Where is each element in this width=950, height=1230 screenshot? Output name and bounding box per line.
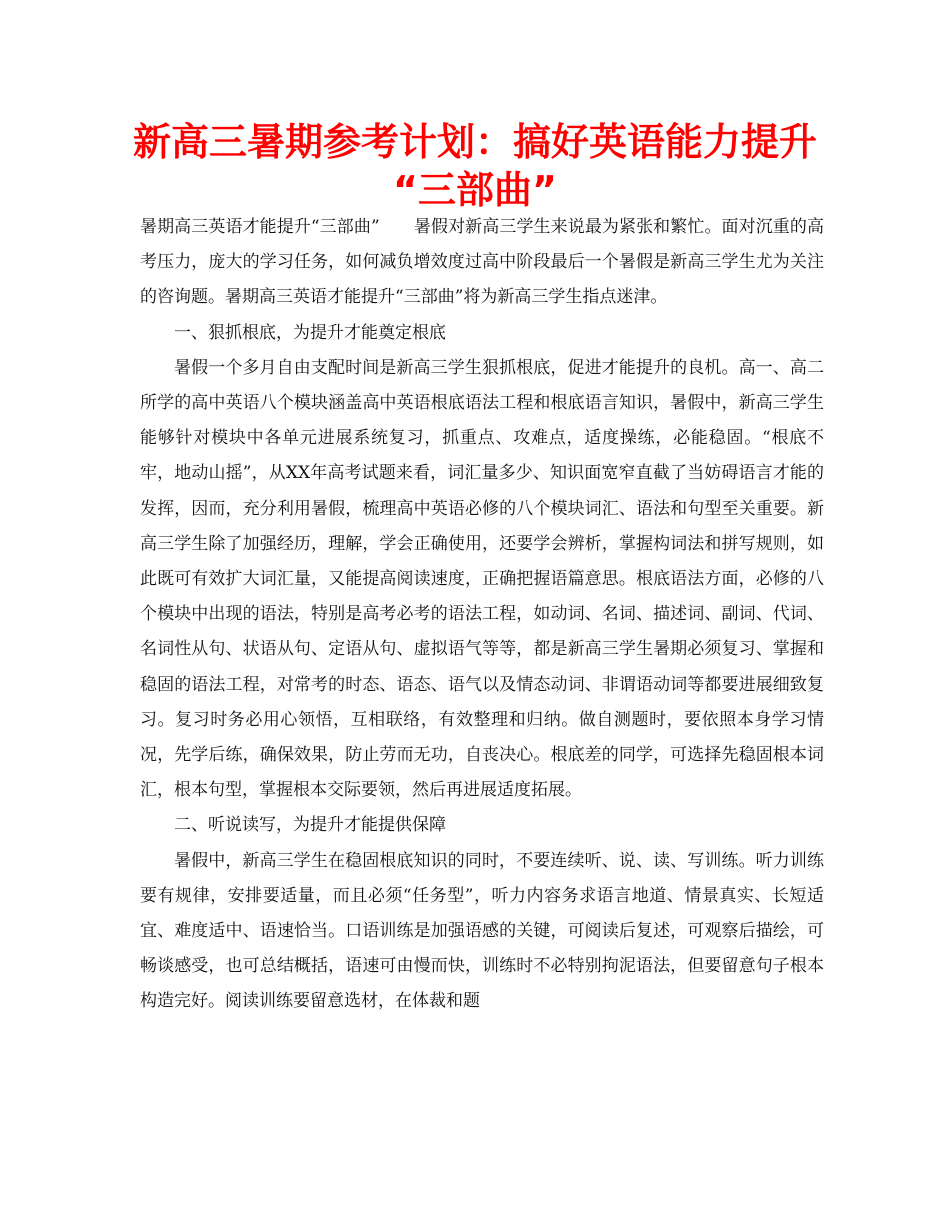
section-2-paragraph: 暑假中，新高三学生在稳固根底知识的同时，不要连续听、说、读、写训练。听力训练要有规律，安排要适量，而且必须“任务型”，听力内容务求语言地道、情景真实、长短适宜、难度适中、语速恰当。口语训练是加强语感的关键，可阅读后复述，可观察后描绘，可畅谈感受，也可总结概括，语速可由慢而快，训练时不必特别拘泥语法，但要留意句子根本构造完好。阅读训练要留意选材，在体裁和题 xyxy=(140,850,824,1012)
title-line-2: “三部曲” xyxy=(393,168,557,212)
section-1-paragraph: 暑假一个多月自由支配时间是新高三学生狠抓根底，促进才能提升的良机。高一、高二所学的高中英语八个模块涵盖高中英语根底语法工程和根底语言知识，暑假中，新高三学生能够针对模块中各单元进展系统复习，抓重点、攻难点，适度操练，必能稳固。“根底不牢，地动山摇”，从XX年高考试题来看，词汇量多少、知识面宽窄直截了当妨碍语言才能的发挥，因而，充分利用暑假，梳理高中英语必修的八个模块词汇、语法和句型至关重要。新高三学生除了加强经历，理解，学会正确使用，还要学会辨析，掌握构词法和拼写规则，如此既可有效扩大词汇量，又能提高阅读速度，正确把握语篇意思。根底语法方面，必修的八个模块中出现的语法，特别是高考必考的语法工程，如动词、名词、描述词、副词、代词、名词性从句、状语从句、定语从句、虚拟语气等等，都是新高三学生暑期必须复习、掌握和稳固的语法工程，对常考的时态、语态、语气以及情态动词、非谓语动词等都要进展细致复习。复习时务必用心领悟，互相联络，有效整理和归纳。做自测题时，要依照本身学习情况，先学后练，确保效果，防止劳而无功，自丧决心。根底差的同学，可选择先稳固根本词汇，根本句型，掌握根本交际要领，然后再进展适度拓展。 xyxy=(140,357,824,801)
title-line-1: 新高三暑期参考计划：搞好英语能力提升 xyxy=(132,120,817,164)
document-body xyxy=(140,210,824,1020)
document-title xyxy=(120,118,830,214)
section-heading-1: 一、狠抓根底，为提升才能奠定根底 xyxy=(174,322,446,343)
section-heading-2: 二、听说读写，为提升才能提供保障 xyxy=(174,815,446,836)
intro-paragraph: 暑期高三英语才能提升“三部曲” 暑假对新高三学生来说最为紧张和繁忙。面对沉重的高考压力，庞大的学习任务，如何减负增效度过高中阶段最后一个暑假是新高三学生尤为关注的咨询题。暑期高三英语才能提升“三部曲”将为新高三学生指点迷津。 xyxy=(140,217,824,308)
